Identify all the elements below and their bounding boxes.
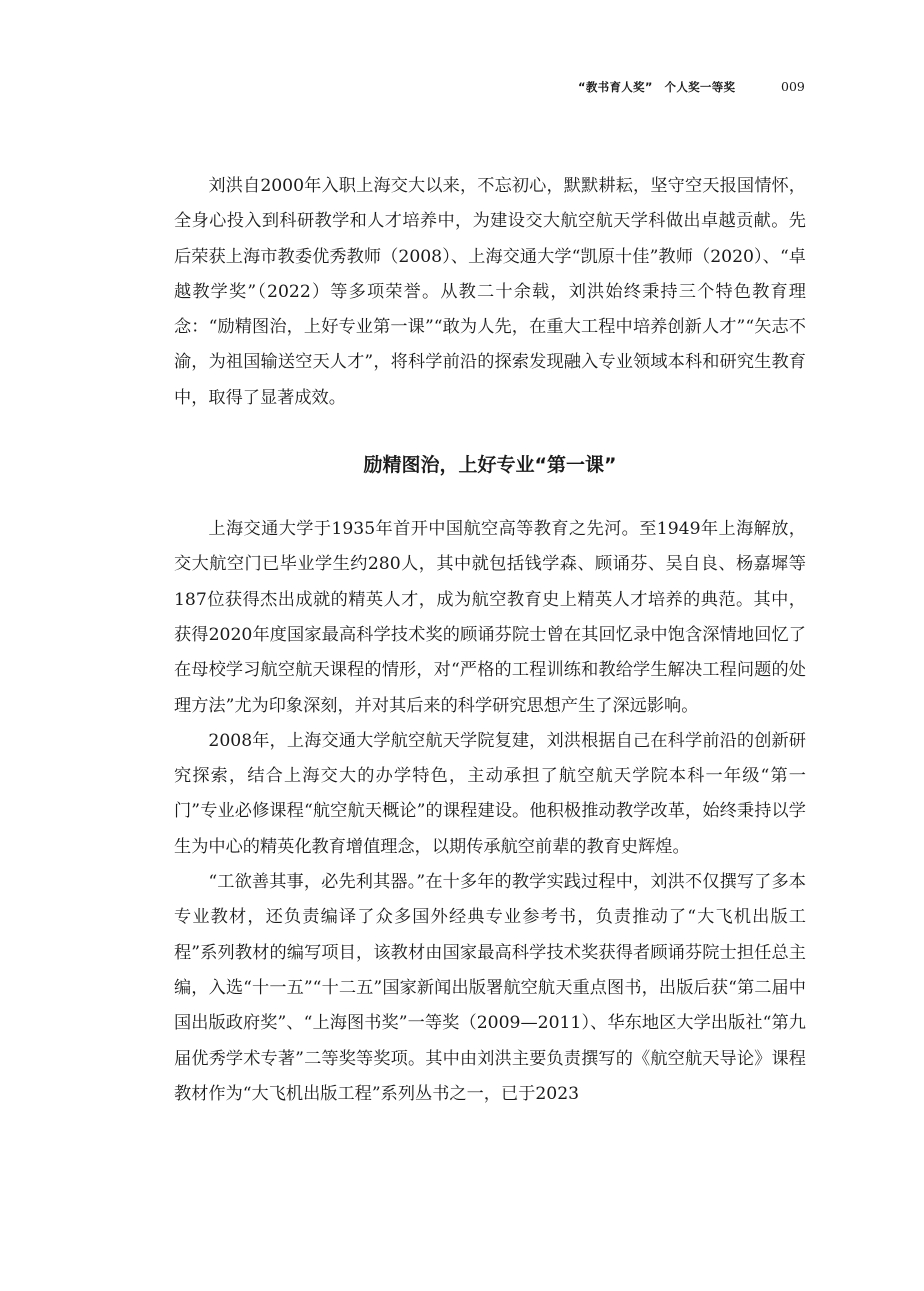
body-paragraph-1: 上海交通大学于1935年首开中国航空高等教育之先河。至1949年上海解放，交大航空门已毕业学生约280人，其中就包括钱学森、顾诵芬、吴自良、杨嘉墀等187位获得杰出成就的精英人才，成为航空教育史上精英人才培养的典范。其中，获得2020年度国家最高科学技术奖的顾诵芬院士曾在其回忆录中饱含深情地回忆了在母校学习航空航天课程的情形，对“严格的工程训练和教给学生解决工程问题的处理方法”尤为印象深刻，并对其后来的科学研究思想产生了深远影响。: [174, 519, 806, 716]
running-header: [0, 79, 924, 101]
intro-paragraph: 刘洪自2000年入职上海交大以来，不忘初心，默默耕耘，坚守空天报国情怀，全身心投入到科研教学和人才培养中，为建设交大航空航天学科做出卓越贡献。先后荣获上海市教委优秀教师（2008）、上海交通大学“凯原十佳”教师（2020）、“卓越教学奖”（2022）等多项荣誉。从教二十余载，刘洪始终秉持三个特色教育理念：“励精图治，上好专业第一课”“敢为人先，在重大工程中培养创新人才”“矢志不渝，为祖国输送空天人才”，将科学前沿的探索发现融入专业领域本科和研究生教育中，取得了显著成效。: [174, 176, 806, 408]
page-number: 009: [781, 79, 805, 94]
page-body: [174, 169, 806, 1112]
body-paragraph-3: “工欲善其事，必先利其器。”在十多年的教学实践过程中，刘洪不仅撰写了多本专业教材，还负责编译了众多国外经典专业参考书，负责推动了“大飞机出版工程”系列教材的编写项目，该教材由国家最高科学技术奖获得者顾诵芬院士担任总主编，入选“十一五”“十二五”国家新闻出版署航空航天重点图书，出版后获“第二届中国出版政府奖”、“上海图书奖”一等奖（2009—2011）、华东地区大学出版社“第九届优秀学术专著”二等奖等奖项。其中由刘洪主要负责撰写的《航空航天导论》课程教材作为“大飞机出版工程”系列丛书之一，已于2023: [174, 872, 806, 1104]
running-header-title: “教书育人奖” 个人奖一等奖: [578, 80, 736, 94]
body-paragraph-2: 2008年，上海交通大学航空航天学院复建，刘洪根据自己在科学前沿的创新研究探索，结合上海交大的办学特色，主动承担了航空航天学院本科一年级“第一门”专业必修课程“航空航天概论”的课程建设。他积极推动教学改革，始终秉持以学生为中心的精英化教育增值理念，以期传承航空前辈的教育史辉煌。: [174, 730, 806, 857]
section-heading: 励精图治，上好专业“第一课”: [363, 454, 617, 477]
